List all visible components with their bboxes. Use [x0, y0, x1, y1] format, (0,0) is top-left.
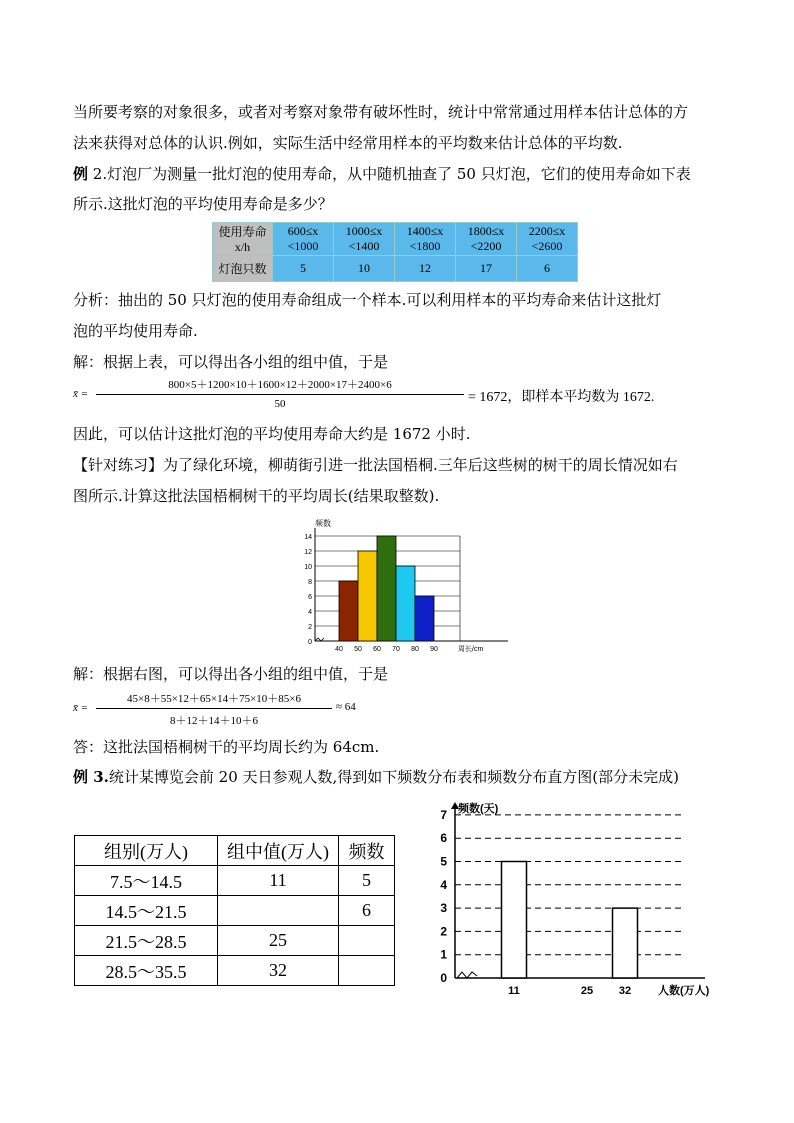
chart2-xtick-label: 25 [580, 985, 594, 997]
formula-2-numerator: 45×8＋55×12＋65×14＋75×10＋85×6 [126, 693, 302, 705]
analysis-line-1: 分析：抽出的 50 只灯泡的使用寿命组成一个样本.可以利用样本的平均寿命来估计这批灯 [73, 291, 662, 309]
table1-cell: 2200≤x <2600 [517, 223, 578, 256]
chart1-ytick-label: 10 [304, 564, 312, 571]
formula-1-result: = 1672，即样本平均数为 1672. [468, 390, 655, 405]
chart1-xtick-label: 50 [354, 646, 362, 653]
chart2-ytick-label: 3 [440, 901, 447, 916]
table1-cell: 12 [395, 256, 456, 282]
analysis-line-2: 泡的平均使用寿命. [73, 322, 198, 340]
chart2-bar [613, 908, 638, 978]
chart2-ytick-label: 4 [440, 877, 447, 892]
table2-cell [339, 926, 395, 956]
table1-cell: 1800≤x <2200 [456, 223, 517, 256]
fraction-bar [96, 394, 464, 395]
table1-header: 使用寿命 x/h [213, 223, 273, 256]
chart2-xtick-label: 11 [508, 985, 520, 997]
formula-2-result: ≈ 64 [336, 701, 356, 713]
solution-1: 解：根据上表，可以得出各小组的组中值，于是 [73, 353, 389, 371]
chart1-xtick-label: 60 [373, 646, 381, 653]
example-2-label: 例 [73, 165, 89, 183]
chart1-xtick-label: 70 [392, 646, 400, 653]
example-2-text: 2.灯泡厂为测量一批灯泡的使用寿命，从中随机抽查了 50 只灯泡，它们的使用寿命如下表 [92, 165, 691, 183]
table1-cell: 1000≤x <1400 [334, 223, 395, 256]
example-3-line [73, 767, 679, 787]
chart1-bar [339, 581, 358, 641]
table1-cell: 600≤x <1000 [273, 223, 334, 256]
table2-cell: 5 [339, 866, 395, 896]
chart2-ytick-label: 1 [440, 947, 447, 962]
formula-2 [73, 690, 393, 730]
chart2-ytick-label: 6 [440, 831, 447, 846]
chart1-ylabel: 频数 [315, 519, 331, 528]
table2-cell: 32 [218, 956, 339, 986]
table2-cell: 11 [218, 866, 339, 896]
example-3-label: 例 3. [73, 768, 109, 786]
chart2-xlabel: 人数(万人) [658, 985, 710, 997]
formula-1-numerator: 800×5＋1200×10＋1600×12＋2000×17＋2400×6 [168, 379, 392, 391]
chart2-ytick-label: 5 [440, 854, 447, 869]
solution-2: 解：根据右图，可以得出各小组的组中值，于是 [73, 665, 389, 683]
table2-header: 组别(万人) [75, 836, 218, 866]
chart2-ytick-label: 7 [440, 807, 447, 822]
chart1-ytick-label: 0 [308, 639, 312, 646]
table1-cell: 17 [456, 256, 517, 282]
visitor-frequency-table [74, 835, 395, 986]
table2-cell: 7.5～14.5 [75, 866, 218, 896]
chart1-bar [415, 596, 434, 641]
answer-2: 答：这批法国梧桐树干的平均周长约为 64cm. [73, 738, 380, 756]
chart1-ytick-label: 8 [308, 579, 312, 586]
table2-header: 组中值(万人) [218, 836, 339, 866]
chart1-ytick-label: 2 [308, 624, 312, 631]
example-2-line-2: 所示.这批灯泡的平均使用寿命是多少？ [73, 195, 333, 213]
chart2-ytick-label: 2 [440, 924, 447, 939]
table2-cell: 6 [339, 896, 395, 926]
chart1-ytick-label: 14 [304, 534, 312, 541]
conclusion-1: 因此，可以估计这批灯泡的平均使用寿命大约是 1672 小时. [73, 425, 471, 443]
formula-1 [73, 376, 655, 416]
practice-line-2: 图所示.计算这批法国梧桐树干的平均周长(结果取整数). [73, 487, 440, 505]
chart2-bar [502, 862, 527, 979]
fraction-bar [96, 708, 332, 709]
chart1-bar [377, 536, 396, 641]
intro-line-1: 当所要考察的对象很多，或者对考察对象带有破坏性时，统计中常常通过用样本估计总体的方 [73, 103, 689, 121]
table2-cell: 28.5～35.5 [75, 956, 218, 986]
table2-cell: 21.5～28.5 [75, 926, 218, 956]
chart1-ytick-label: 6 [308, 594, 312, 601]
chart1-xtick-label: 40 [335, 646, 343, 653]
formula-2-denominator: 8＋12＋14＋10＋6 [170, 715, 258, 727]
visitor-histogram [420, 800, 760, 1000]
table1-cell: 5 [273, 256, 334, 282]
table2-header: 频数 [339, 836, 395, 866]
formula-1-denominator: 50 [274, 398, 286, 410]
intro-line-2: 法来获得对总体的认识.例如，实际生活中经常用样本的平均数来估计总体的平均数. [73, 134, 623, 152]
lifetime-table [212, 222, 578, 282]
table1-header: 灯泡只数 [213, 256, 273, 282]
table2-cell [218, 896, 339, 926]
formula-2-lhs: x̄ = [73, 702, 89, 714]
chart1-xlabel: 周长/cm [458, 646, 484, 653]
chart2-ylabel: 频数(天) [458, 803, 499, 815]
chart1-ytick-label: 12 [304, 549, 312, 556]
table2-cell: 25 [218, 926, 339, 956]
table1-cell: 6 [517, 256, 578, 282]
chart2-axis-break [457, 972, 477, 978]
table1-cell: 10 [334, 256, 395, 282]
chart1-bar [358, 551, 377, 641]
chart1-bar [396, 566, 415, 641]
table2-cell: 14.5～21.5 [75, 896, 218, 926]
chart2-xtick-label: 32 [618, 985, 632, 997]
example-3-text: 统计某博览会前 20 天日参观人数,得到如下频数分布表和频数分布直方图(部分未完成) [108, 768, 679, 786]
example-2-line-1 [73, 164, 691, 184]
formula-1-lhs: x̄ = [73, 388, 89, 400]
chart1-xtick-label: 80 [411, 646, 419, 653]
table2-cell [339, 956, 395, 986]
chart1-ytick-label: 4 [308, 609, 312, 616]
chart2-ytick-label: 0 [440, 971, 447, 985]
practice-line-1: 【针对练习】为了绿化环境，柳萌街引进一批法国梧桐.三年后这些树的树干的周长情况如右 [73, 456, 678, 474]
table1-cell: 1400≤x <1800 [395, 223, 456, 256]
tree-circumference-histogram [298, 515, 508, 655]
chart1-xtick-label: 90 [430, 646, 438, 653]
